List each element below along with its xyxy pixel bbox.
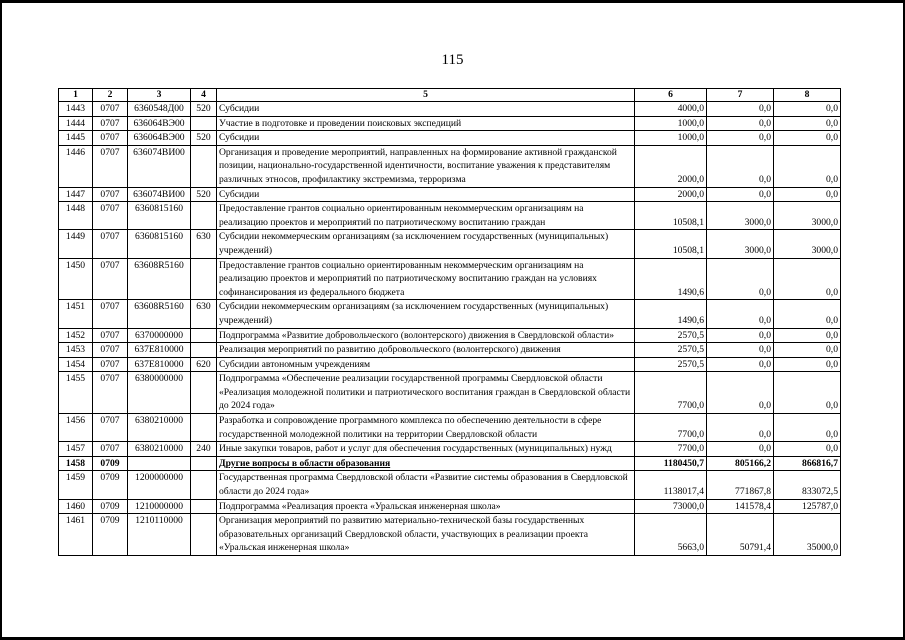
amount-col6-cell: 1000,0 [635, 131, 707, 146]
target-code-cell: 6360815160 [128, 202, 191, 230]
amount-col8-cell: 866816,7 [774, 456, 841, 471]
row-number-cell: 1454 [59, 357, 93, 372]
row-number-cell: 1460 [59, 499, 93, 514]
target-code-cell: 6360815160 [128, 230, 191, 258]
row-number-cell: 1451 [59, 300, 93, 328]
amount-col8-cell: 0,0 [774, 131, 841, 146]
item-name-cell [217, 372, 635, 414]
item-name-cell [217, 102, 635, 117]
table-row [59, 357, 841, 372]
item-name-cell [217, 514, 635, 556]
target-code-cell: 1210110000 [128, 514, 191, 556]
column-header: 2 [93, 89, 128, 102]
page-border-top [0, 0, 905, 3]
amount-col8-cell: 0,0 [774, 300, 841, 328]
expense-type-cell [191, 145, 217, 187]
item-name-cell [217, 202, 635, 230]
amount-col6-cell: 7700,0 [635, 372, 707, 414]
amount-col7-cell: 0,0 [707, 116, 774, 131]
budget-table [58, 88, 841, 556]
amount-col6-cell: 7700,0 [635, 442, 707, 457]
column-header: 8 [774, 89, 841, 102]
row-number-cell: 1457 [59, 442, 93, 457]
section-code-cell: 0707 [93, 372, 128, 414]
amount-col6-cell: 2000,0 [635, 187, 707, 202]
item-name-text: Предоставление грантов социально ориентированным некоммерческим организациям на реализацию проектов и мероприятий по патриотическому воспитанию граждан [219, 203, 584, 228]
amount-col7-cell: 50791,4 [707, 514, 774, 556]
target-code-cell: 6370000000 [128, 328, 191, 343]
expense-type-cell [191, 499, 217, 514]
table-row [59, 102, 841, 117]
amount-col7-cell: 3000,0 [707, 202, 774, 230]
amount-col7-cell: 0,0 [707, 145, 774, 187]
item-name-cell [217, 145, 635, 187]
column-header: 7 [707, 89, 774, 102]
expense-type-cell: 520 [191, 131, 217, 146]
section-code-cell: 0709 [93, 456, 128, 471]
amount-col8-cell: 0,0 [774, 414, 841, 442]
item-name-cell [217, 328, 635, 343]
amount-col6-cell: 10508,1 [635, 202, 707, 230]
item-name-text: Реализация мероприятий по развитию добровольческого (волонтерского) движения [219, 344, 561, 356]
section-code-cell: 0707 [93, 328, 128, 343]
item-name-text: Иные закупки товаров, работ и услуг для обеспечения государственных (муниципальных) нужд [219, 443, 612, 455]
section-code-cell: 0707 [93, 300, 128, 328]
expense-type-cell: 240 [191, 442, 217, 457]
amount-col7-cell: 0,0 [707, 328, 774, 343]
section-code-cell: 0707 [93, 116, 128, 131]
expense-type-cell [191, 514, 217, 556]
target-code-cell: 1210000000 [128, 499, 191, 514]
amount-col8-cell: 0,0 [774, 357, 841, 372]
row-number-cell: 1452 [59, 328, 93, 343]
section-code-cell: 0707 [93, 131, 128, 146]
target-code-cell: 637Е810000 [128, 343, 191, 358]
row-number-cell: 1455 [59, 372, 93, 414]
section-code-cell: 0707 [93, 258, 128, 300]
target-code-cell: 636074ВИ00 [128, 187, 191, 202]
item-name-cell [217, 471, 635, 499]
amount-col7-cell: 0,0 [707, 414, 774, 442]
amount-col7-cell: 771867,8 [707, 471, 774, 499]
row-number-cell: 1458 [59, 456, 93, 471]
amount-col7-cell: 0,0 [707, 102, 774, 117]
amount-col6-cell: 1490,6 [635, 300, 707, 328]
target-code-cell: 637Е810000 [128, 357, 191, 372]
expense-type-cell [191, 328, 217, 343]
item-name-cell [217, 343, 635, 358]
section-code-cell: 0709 [93, 499, 128, 514]
row-number-cell: 1449 [59, 230, 93, 258]
section-code-cell: 0707 [93, 202, 128, 230]
table-header-row [59, 89, 841, 102]
table-row [59, 187, 841, 202]
section-code-cell: 0707 [93, 343, 128, 358]
row-number-cell: 1461 [59, 514, 93, 556]
expense-type-cell [191, 343, 217, 358]
item-name-text: Подпрограмма «Развитие добровольческого (волонтерского) движения в Свердловской области» [219, 329, 615, 341]
item-name-cell [217, 230, 635, 258]
table-row [59, 471, 841, 499]
table-row [59, 131, 841, 146]
amount-col8-cell: 0,0 [774, 442, 841, 457]
amount-col6-cell: 2000,0 [635, 145, 707, 187]
item-name-text: Субсидии [219, 188, 260, 200]
item-name-cell [217, 499, 635, 514]
target-code-cell: 6360548Д00 [128, 102, 191, 117]
amount-col6-cell: 1180450,7 [635, 456, 707, 471]
item-name-text: Участие в подготовке и проведении поисковых экспедиций [219, 117, 462, 129]
expense-type-cell: 520 [191, 187, 217, 202]
item-name-text: Подпрограмма «Обеспечение реализации государственной программы Свердловской области «Реализация молодежной политики и патриотического воспитания граждан в Свердловской области до 2024 года» [219, 373, 631, 412]
table-row [59, 372, 841, 414]
row-number-cell: 1453 [59, 343, 93, 358]
amount-col8-cell: 0,0 [774, 116, 841, 131]
expense-type-cell: 630 [191, 230, 217, 258]
table-row [59, 116, 841, 131]
amount-col7-cell: 0,0 [707, 357, 774, 372]
section-code-cell: 0707 [93, 145, 128, 187]
row-number-cell: 1444 [59, 116, 93, 131]
amount-col6-cell: 73000,0 [635, 499, 707, 514]
amount-col6-cell: 7700,0 [635, 414, 707, 442]
item-name-cell [217, 357, 635, 372]
item-name-cell [217, 300, 635, 328]
row-number-cell: 1443 [59, 102, 93, 117]
amount-col8-cell: 0,0 [774, 187, 841, 202]
amount-col6-cell: 1490,6 [635, 258, 707, 300]
item-name-text: Предоставление грантов социально ориентированным некоммерческим организациям на реализацию проектов и мероприятий по патриотическому воспитанию граждан на условиях софинансирования из федерального бюджета [219, 259, 597, 298]
amount-col8-cell: 0,0 [774, 328, 841, 343]
amount-col6-cell: 2570,5 [635, 357, 707, 372]
table-row [59, 499, 841, 514]
amount-col8-cell: 125787,0 [774, 499, 841, 514]
item-name-cell [217, 116, 635, 131]
section-code-cell: 0707 [93, 102, 128, 117]
table-row [59, 456, 841, 471]
item-name-text: Организация мероприятий по развитию материально-технической базы государственных образовательных организаций Свердловской области, участвующих в реализации проекта «Уральская инженерная школа» [219, 515, 588, 554]
expense-type-cell [191, 456, 217, 471]
target-code-cell: 6380000000 [128, 372, 191, 414]
amount-col8-cell: 3000,0 [774, 230, 841, 258]
row-number-cell: 1450 [59, 258, 93, 300]
amount-col6-cell: 5663,0 [635, 514, 707, 556]
row-number-cell: 1456 [59, 414, 93, 442]
target-code-cell: 63608R5160 [128, 258, 191, 300]
item-name-cell [217, 442, 635, 457]
expense-type-cell [191, 471, 217, 499]
item-name-text: Субсидии [219, 132, 260, 144]
item-name-text: Субсидии [219, 103, 260, 114]
item-name-cell [217, 456, 635, 471]
amount-col6-cell: 1000,0 [635, 116, 707, 131]
expense-type-cell [191, 116, 217, 131]
amount-col8-cell: 3000,0 [774, 202, 841, 230]
amount-col7-cell: 0,0 [707, 131, 774, 146]
table-body [59, 102, 841, 556]
table-row [59, 202, 841, 230]
amount-col6-cell: 10508,1 [635, 230, 707, 258]
expense-type-cell [191, 258, 217, 300]
target-code-cell: 6380210000 [128, 442, 191, 457]
page-number: 115 [441, 52, 464, 68]
item-name-cell [217, 187, 635, 202]
section-code-cell: 0709 [93, 514, 128, 556]
item-name-text: Государственная программа Свердловской области «Развитие системы образования в Свердловской области до 2024 года» [219, 472, 628, 498]
amount-col8-cell: 0,0 [774, 258, 841, 300]
section-code-cell: 0707 [93, 442, 128, 457]
table-row [59, 343, 841, 358]
amount-col6-cell: 1138017,4 [635, 471, 707, 499]
amount-col7-cell: 141578,4 [707, 499, 774, 514]
amount-col7-cell: 0,0 [707, 187, 774, 202]
row-number-cell: 1448 [59, 202, 93, 230]
amount-col8-cell: 0,0 [774, 145, 841, 187]
table-row [59, 230, 841, 258]
target-code-cell: 63608R5160 [128, 300, 191, 328]
item-name-text: Субсидии некоммерческим организациям (за исключением государственных (муниципальных) учреждений) [219, 301, 609, 326]
target-code-cell: 6380210000 [128, 414, 191, 442]
expense-type-cell [191, 202, 217, 230]
expense-type-cell [191, 414, 217, 442]
target-code-cell: 636064ВЭ00 [128, 131, 191, 146]
column-header: 5 [217, 89, 635, 102]
expense-type-cell [191, 372, 217, 414]
section-code-cell: 0707 [93, 414, 128, 442]
table-row [59, 300, 841, 328]
item-name-cell [217, 131, 635, 146]
row-number-cell: 1459 [59, 471, 93, 499]
amount-col7-cell: 0,0 [707, 343, 774, 358]
item-name-cell [217, 414, 635, 442]
section-code-cell: 0707 [93, 187, 128, 202]
column-header: 4 [191, 89, 217, 102]
table-row [59, 442, 841, 457]
item-name-text: Организация и проведение мероприятий, направленных на формирование активной гражданской позиции, национально-государственной идентичности, воспитание уважения к представителям различных этносов, профилактику экстремизма, терроризма [219, 146, 617, 185]
table-row [59, 145, 841, 187]
amount-col6-cell: 2570,5 [635, 328, 707, 343]
column-header: 1 [59, 89, 93, 102]
amount-col8-cell: 35000,0 [774, 514, 841, 556]
expense-type-cell: 630 [191, 300, 217, 328]
item-name-cell [217, 258, 635, 300]
amount-col8-cell: 0,0 [774, 343, 841, 358]
amount-col8-cell: 0,0 [774, 102, 841, 117]
amount-col7-cell: 0,0 [707, 300, 774, 328]
item-name-text: Подпрограмма «Реализация проекта «Уральская инженерная школа» [219, 500, 501, 512]
section-code-cell: 0709 [93, 471, 128, 499]
page-border-left [0, 0, 2, 640]
amount-col8-cell: 833072,5 [774, 471, 841, 499]
column-header: 3 [128, 89, 191, 102]
column-header: 6 [635, 89, 707, 102]
amount-col7-cell: 0,0 [707, 372, 774, 414]
expense-type-cell: 520 [191, 102, 217, 117]
amount-col6-cell: 2570,5 [635, 343, 707, 358]
item-name-text: Другие вопросы в области образования [219, 457, 391, 469]
row-number-cell: 1445 [59, 131, 93, 146]
amount-col7-cell: 0,0 [707, 258, 774, 300]
amount-col7-cell: 3000,0 [707, 230, 774, 258]
target-code-cell [128, 456, 191, 471]
target-code-cell: 1200000000 [128, 471, 191, 499]
amount-col7-cell: 805166,2 [707, 456, 774, 471]
item-name-text: Субсидии некоммерческим организациям (за исключением государственных (муниципальных) учреждений) [219, 231, 609, 256]
amount-col8-cell: 0,0 [774, 372, 841, 414]
section-code-cell: 0707 [93, 230, 128, 258]
item-name-text: Разработка и сопровождение программного комплекса по обеспечению деятельности в сфере государственной молодежной политики на территории Свердловской области [219, 415, 602, 440]
target-code-cell: 636064ВЭ00 [128, 116, 191, 131]
table-row [59, 258, 841, 300]
section-code-cell: 0707 [93, 357, 128, 372]
item-name-text: Субсидии автономным учреждениям [219, 358, 371, 370]
row-number-cell: 1446 [59, 145, 93, 187]
table-row [59, 514, 841, 556]
table-row [59, 328, 841, 343]
row-number-cell: 1447 [59, 187, 93, 202]
target-code-cell: 636074ВИ00 [128, 145, 191, 187]
table-row [59, 414, 841, 442]
expense-type-cell: 620 [191, 357, 217, 372]
amount-col6-cell: 4000,0 [635, 102, 707, 117]
amount-col7-cell: 0,0 [707, 442, 774, 457]
